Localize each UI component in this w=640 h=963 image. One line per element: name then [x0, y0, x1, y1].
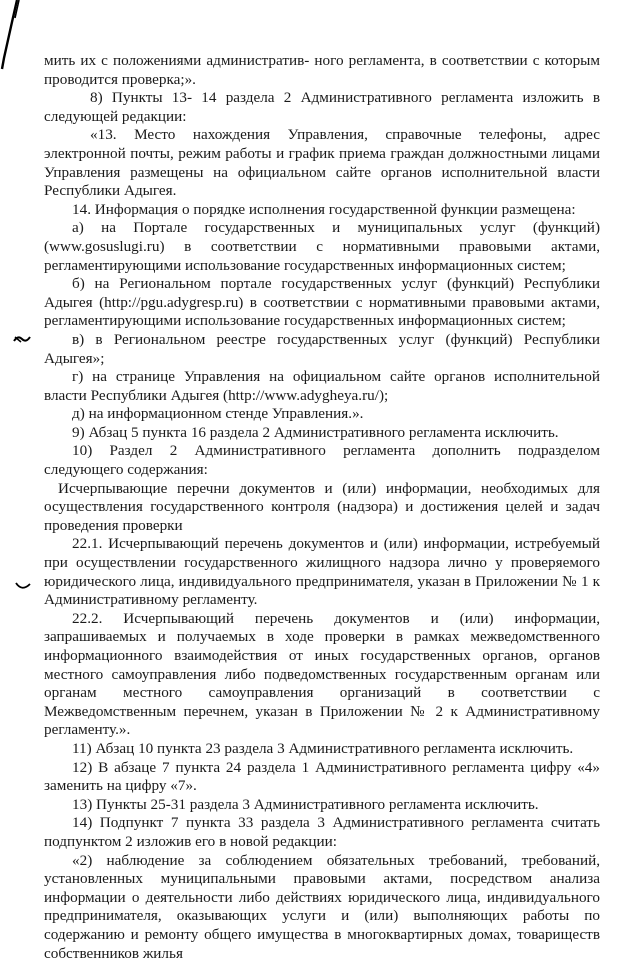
- paragraph: 10) Раздел 2 Административного регламента дополнить подразделом следующего содержания:: [44, 442, 600, 479]
- margin-scribble-mark: [12, 333, 32, 345]
- paragraph: «2) наблюдение за соблюдением обязательных требований, требований, установленных муниципальными правовыми актами, посредством анализа информации о деятельности либо действиях юридического лица, индивидуального предпринимателя, оказывающих услуги и (или) выполняющих работы по содержанию и ремонту общего имущества в многоквартирных домах, товариществ собственников жилья: [44, 851, 600, 962]
- paragraph: г) на странице Управления на официальном сайте органов исполнительной власти Республики Адыгея (http://www.adygheya.ru/);: [44, 368, 600, 404]
- paragraph: 9) Абзац 5 пункта 16 раздела 2 Административного регламента исключить.: [72, 423, 559, 441]
- paragraph: 11) Абзац 10 пункта 23 раздела 3 Административного регламента исключить.: [72, 739, 574, 757]
- subsection-heading: Исчерпывающие перечни документов и (или) информации, необходимых для осуществления государственного контроля (надзора) и достижения целей и задач проведения проверки: [44, 479, 600, 534]
- paragraph: 14. Информация о порядке исполнения государственной функции размещена:: [72, 200, 576, 218]
- paragraph: «13. Место нахождения Управления, справочные телефоны, адрес электронной почты, режим работы и график приема граждан должностными лицами Управления размещены на официальном сайте органов исполнительной власти Республики Адыгея.: [44, 126, 600, 200]
- margin-pen-mark: [0, 0, 22, 70]
- paragraph: 8) Пункты 13- 14 раздела 2 Административного регламента изложить в следующей редакции:: [44, 89, 600, 125]
- margin-hook-mark: [14, 580, 32, 592]
- document-body: [44, 52, 600, 963]
- paragraph: д) на информационном стенде Управления.».: [72, 405, 364, 423]
- paragraph: 13) Пункты 25-31 раздела 3 Административного регламента исключить.: [72, 795, 539, 813]
- paragraph: мить их с положениями административ- ного регламента, в соответствии с которым проводится проверка;».: [44, 52, 600, 88]
- paragraph: 12) В абзаце 7 пункта 24 раздела 1 Административного регламента цифру «4» заменить на цифру «7».: [44, 758, 600, 795]
- paragraph: а) на Портале государственных и муниципальных услуг (функций) (www.gosuslugi.ru) в соответствии с нормативными правовыми актами, регламентирующими использование государственных информационных систем;: [44, 219, 600, 274]
- paragraph: 14) Подпункт 7 пункта 33 раздела 3 Административного регламента считать подпунктом 2 изложив его в новой редакции:: [44, 814, 600, 850]
- paragraph: б) на Региональном портале государственных услуг (функций) Республики Адыгея (http://pgu.adygresp.ru) в соответствии с нормативными правовыми актами, регламентирующими использование государственных информационных систем;: [44, 275, 600, 330]
- paragraph: 22.2. Исчерпывающий перечень документов и (или) информации, запрашиваемых и получаемых в ходе проверки в рамках межведомственного информационного взаимодействия от иных государственных органов, органов местного самоуправления либо подведомственных государственным органам или органам местного самоуправления организаций в соответствии с Межведомственным перечнем, указан в Приложении № 2 к Административному регламенту.».: [44, 609, 600, 739]
- paragraph: 22.1. Исчерпывающий перечень документов и (или) информации, истребуемый при осуществлении государственного жилищного надзора лично у проверяемого юридического лица, индивидуального предпринимателя, указан в Приложении № 1 к Административному регламенту.: [44, 535, 600, 609]
- paragraph: в) в Региональном реестре государственных услуг (функций) Республики Адыгея»;: [44, 330, 600, 367]
